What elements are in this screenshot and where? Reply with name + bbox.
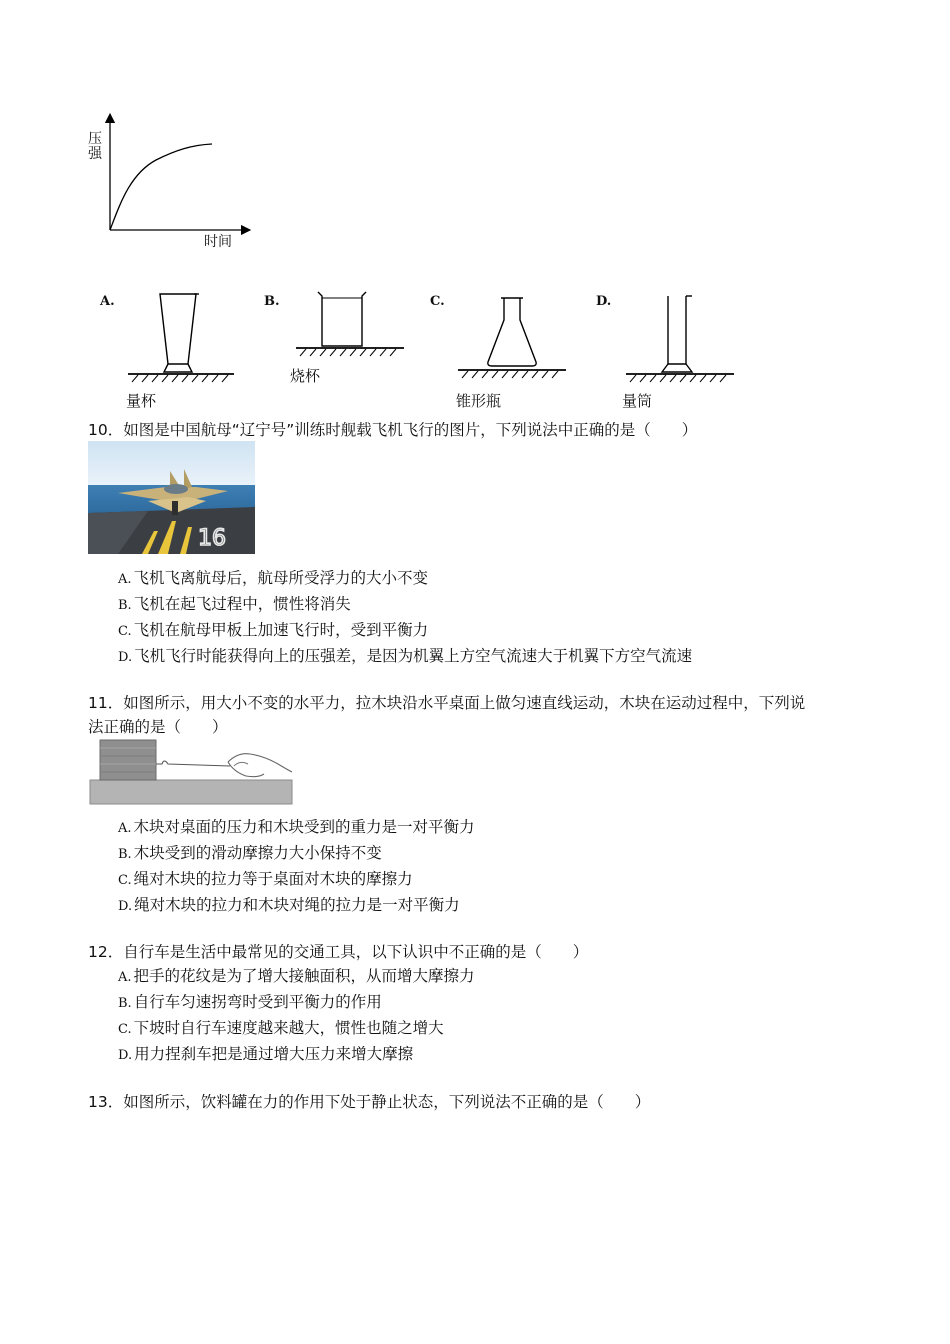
- graph-y-label-line1: 压: [88, 131, 102, 147]
- q11-option-b[interactable]: [118, 841, 475, 867]
- q12-option-d[interactable]: [118, 1042, 475, 1068]
- q11-option-d[interactable]: [118, 893, 475, 919]
- q12-option-d-text: 用力捏刹车把是通过增大压力来增大摩擦: [134, 1045, 414, 1063]
- q10-option-d[interactable]: [118, 644, 692, 670]
- option-b-label: 烧杯: [290, 367, 321, 385]
- option-a-letter: A.: [100, 294, 115, 309]
- q12-option-a-text: 把手的花纹是为了增大接触面积，从而增大摩擦力: [133, 967, 475, 985]
- q10-option-d-text: 飞机飞行时能获得向上的压强差，是因为机翼上方空气流速大于机翼下方空气流速: [134, 647, 693, 665]
- pressure-time-graph: [86, 112, 256, 254]
- q12-option-c-key: C.: [118, 1022, 132, 1037]
- q12-option-c[interactable]: [118, 1016, 475, 1042]
- graph-axes-and-curve: [86, 112, 256, 254]
- q11-option-b-key: B.: [118, 847, 132, 862]
- q11-options: [118, 815, 475, 919]
- q11-option-c-key: C.: [118, 873, 132, 888]
- graph-y-label: [88, 132, 102, 162]
- q13-stem: 13．如图所示，饮料罐在力的作用下处于静止状态，下列说法不正确的是（ ）: [88, 1093, 651, 1111]
- q10-options: [118, 566, 692, 670]
- q10-option-b[interactable]: [118, 592, 692, 618]
- carrier-jet-illustration: [88, 441, 255, 554]
- beaker-diagram: [294, 288, 406, 358]
- q10-option-c[interactable]: [118, 618, 692, 644]
- svg-text:16: 16: [198, 526, 226, 551]
- q11-option-c[interactable]: [118, 867, 475, 893]
- q10-option-c-text: 飞机在航母甲板上加速飞行时，受到平衡力: [133, 621, 429, 639]
- q12-option-b-text: 自行车匀速拐弯时受到平衡力的作用: [133, 993, 382, 1011]
- option-a-label: 量杯: [126, 392, 157, 410]
- q10-option-a-text: 飞机飞离航母后，航母所受浮力的大小不变: [133, 569, 429, 587]
- q12-option-b-key: B.: [118, 996, 132, 1011]
- q11-option-a[interactable]: [118, 815, 475, 841]
- q11-stem-line1: 11．如图所示，用大小不变的水平力，拉木块沿水平桌面上做匀速直线运动，木块在运动过程中，下列说: [88, 694, 806, 712]
- q10-option-d-key: D.: [118, 650, 133, 665]
- q10-option-b-text: 飞机在起飞过程中，惯性将消失: [133, 595, 351, 613]
- block-pull-figure: [88, 738, 294, 806]
- q12-option-b[interactable]: [118, 990, 475, 1016]
- conical-flask-diagram: [456, 294, 568, 384]
- graph-x-label: 时间: [204, 234, 232, 250]
- block-on-table-illustration: [88, 738, 294, 806]
- option-d-label: 量筒: [622, 392, 653, 410]
- q11-stem: [88, 691, 805, 739]
- q11-option-d-text: 绳对木块的拉力和木块对绳的拉力是一对平衡力: [134, 896, 460, 914]
- q11-option-a-key: A.: [118, 821, 132, 836]
- graph-y-label-line2: 强: [88, 146, 102, 162]
- container-diagrams: [90, 288, 750, 413]
- q12-options: [118, 964, 475, 1068]
- q11-option-b-text: 木块受到的滑动摩擦力大小保持不变: [133, 844, 382, 862]
- q11-option-d-key: D.: [118, 899, 133, 914]
- q12-stem: 12．自行车是生活中最常见的交通工具，以下认识中不正确的是（ ）: [88, 943, 589, 961]
- q12-option-d-key: D.: [118, 1048, 133, 1063]
- q11-option-a-text: 木块对桌面的压力和木块受到的重力是一对平衡力: [133, 818, 475, 836]
- q10-option-b-key: B.: [118, 598, 132, 613]
- aircraft-carrier-photo: [88, 441, 255, 554]
- q11-option-c-text: 绳对木块的拉力等于桌面对木块的摩擦力: [133, 870, 413, 888]
- q10-option-c-key: C.: [118, 624, 132, 639]
- q10-option-a-key: A.: [118, 572, 132, 587]
- option-b-letter: B.: [264, 294, 280, 309]
- option-d-letter: D.: [596, 294, 612, 309]
- q12-option-a[interactable]: [118, 964, 475, 990]
- q10-option-a[interactable]: [118, 566, 692, 592]
- measuring-cup-diagram: [124, 292, 236, 384]
- option-c-letter: C.: [430, 294, 445, 309]
- option-c-label: 锥形瓶: [456, 392, 502, 410]
- graduated-cylinder-diagram: [624, 292, 736, 384]
- q10-stem: 10．如图是中国航母“辽宁号”训练时舰载飞机飞行的图片，下列说法中正确的是（ ）: [88, 421, 698, 439]
- q12-option-c-text: 下坡时自行车速度越来越大，惯性也随之增大: [133, 1019, 444, 1037]
- q11-stem-line2: 法正确的是（ ）: [88, 718, 228, 736]
- q12-option-a-key: A.: [118, 970, 132, 985]
